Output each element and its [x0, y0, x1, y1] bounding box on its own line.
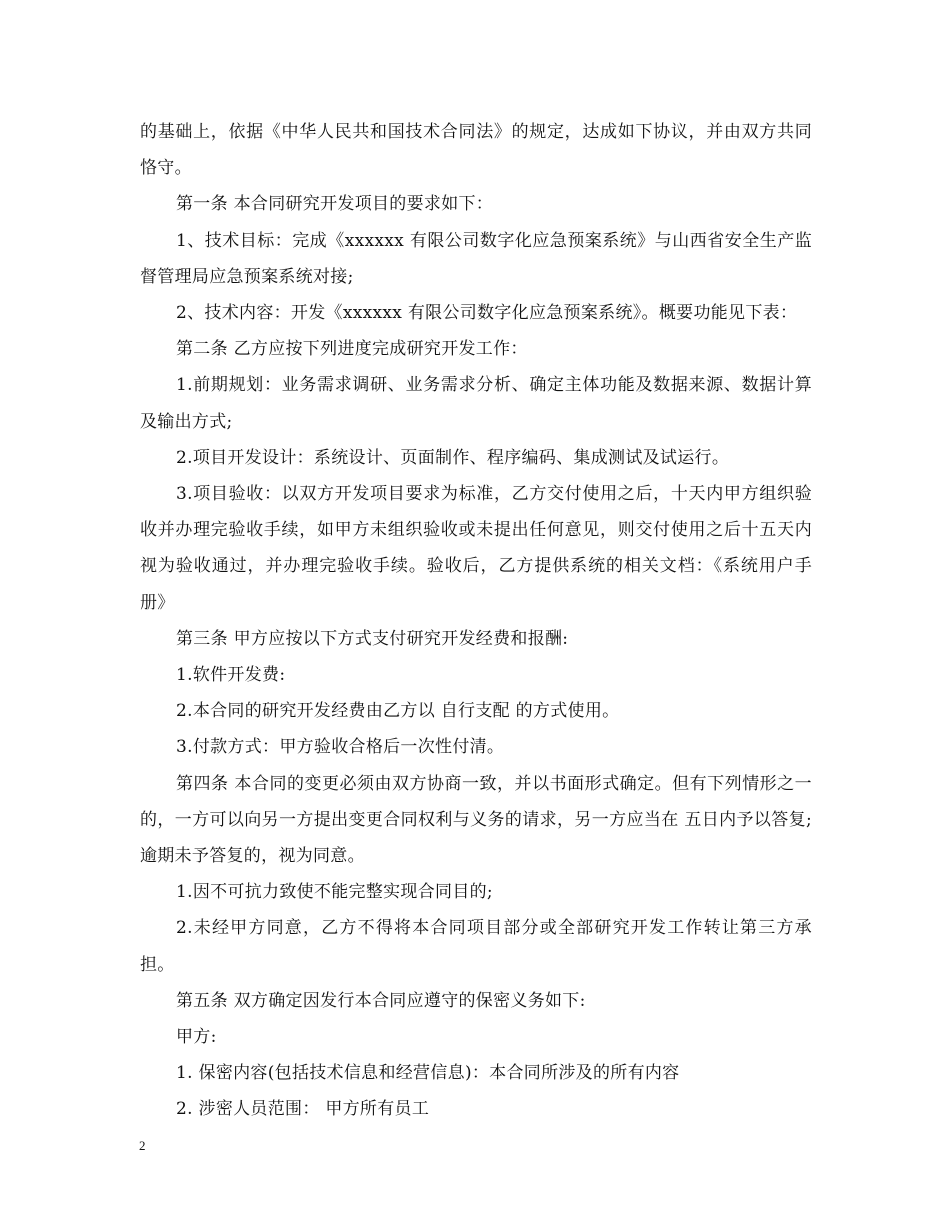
article-5-item-1: 1. 保密内容(包括技术信息和经营信息)：本合同所涉及的所有内容 [176, 1063, 680, 1084]
article-4-item-2: 2.未经甲方同意，乙方不得将本合同项目部分或全部研究开发工作转让第三方承担。 [140, 918, 812, 975]
article-3-item-1: 1.软件开发费: [176, 665, 286, 686]
article-4-heading: 第四条 本合同的变更必须由双方协商一致，并以书面形式确定。但有下列情形之一的，一方可以向另一方提出变更合同权利与义务的请求，另一方应当在 五日内予以答复;逾期未予答复的，视为同意。 [140, 773, 812, 867]
article-5-item-2: 2. 涉密人员范围： 甲方所有员工 [176, 1099, 430, 1120]
document-body [140, 114, 812, 1128]
article-2-item-2: 2.项目开发设计：系统设计、页面制作、程序编码、集成测试及试运行。 [176, 447, 730, 468]
article-3-heading: 第三条 甲方应按以下方式支付研究开发经费和报酬: [176, 628, 569, 649]
article-3-item-2: 2.本合同的研究开发经费由乙方以 自行支配 的方式使用。 [176, 701, 620, 722]
article-5-party-a: 甲方: [176, 1027, 217, 1048]
article-2-item-3: 3.项目验收：以双方开发项目要求为标准，乙方交付使用之后，十天内甲方组织验收并办理完验收手续，如甲方未组织验收或未提出任何意见，则交付使用之后十五天内视为验收通过，并办理完验收手续。验收后，乙方提供系统的相关文档：《系统用户手册》 [140, 484, 812, 613]
page-number: 2 [139, 1138, 146, 1153]
article-4-item-1: 1.因不可抗力致使不能完整实现合同目的; [176, 882, 493, 903]
article-2-item-1: 1.前期规划：业务需求调研、业务需求分析、确定主体功能及数据来源、数据计算及输出方式; [140, 375, 812, 432]
article-2-heading: 第二条 乙方应按下列进度完成研究开发工作： [176, 339, 528, 360]
article-3-item-3: 3.付款方式：甲方验收合格后一次性付清。 [176, 737, 505, 758]
article-1-item-1: 1、技术目标：完成《xxxxxx 有限公司数字化应急预案系统》与山西省安全生产监督管理局应急预案系统对接; [140, 230, 812, 287]
article-5-heading: 第五条 双方确定因发行本合同应遵守的保密义务如下: [176, 990, 586, 1011]
paragraph-intro: 的基础上，依据《中华人民共和国技术合同法》的规定，达成如下协议，并由双方共同恪守。 [140, 122, 812, 179]
article-1-item-2: 2、技术内容：开发《xxxxxx 有限公司数字化应急预案系统》。概要功能见下表： [176, 303, 798, 324]
article-1-heading: 第一条 本合同研究开发项目的要求如下： [176, 194, 494, 215]
